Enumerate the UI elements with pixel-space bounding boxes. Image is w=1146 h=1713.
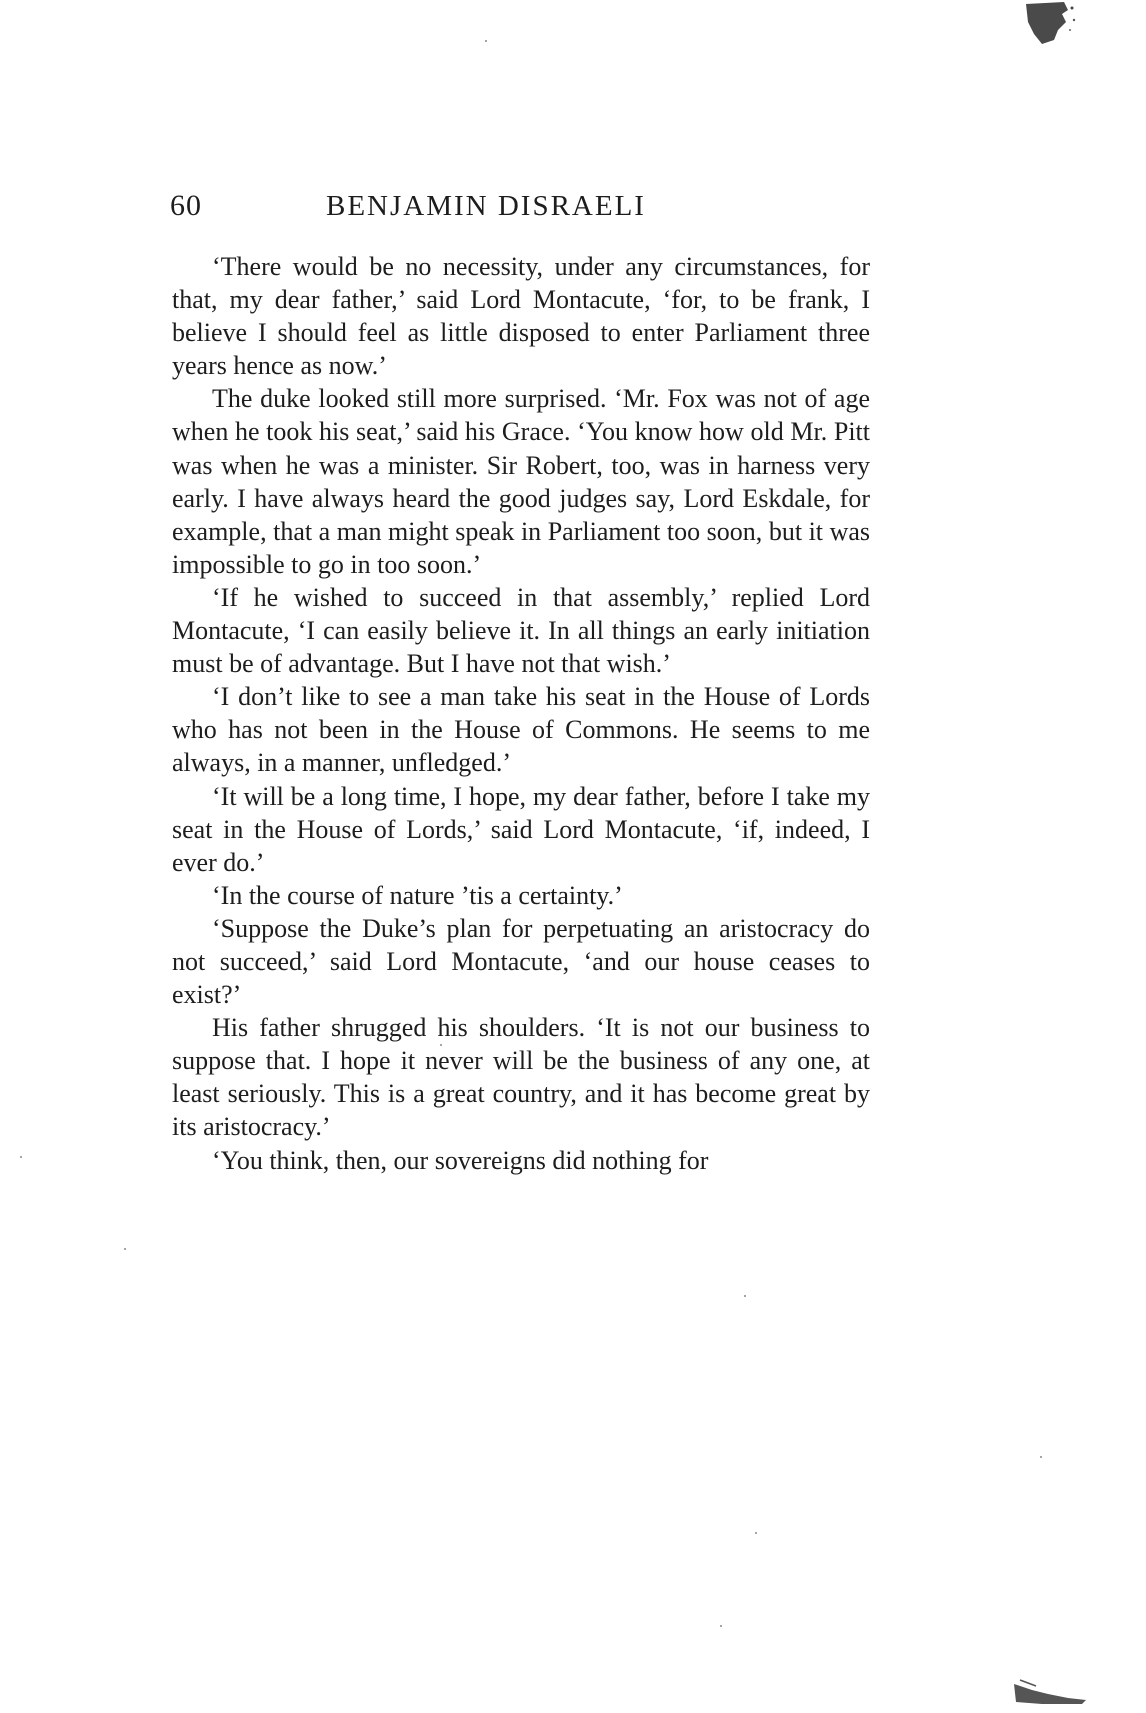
- body-text: [172, 250, 870, 1177]
- scan-speck: [755, 1532, 757, 1534]
- scan-speck: [720, 1625, 722, 1627]
- paragraph: ‘There would be no necessity, under any circumstances, for that, my dear father,’ said Lord Montacute, ‘for, to be frank, I believe I should feel as little disposed to enter Parliament three years hence as now.’: [172, 252, 870, 381]
- scan-speck: [1040, 1456, 1042, 1458]
- scan-smudge-top-right: [1024, 0, 1080, 44]
- paragraph: ‘If he wished to succeed in that assembly,’ replied Lord Montacute, ‘I can easily believe it. In all things an early initiation must be of advantage. But I have not that wish.’: [172, 582, 870, 679]
- paragraph: ‘I don’t like to see a man take his seat in the House of Lords who has not been in the House of Commons. He seems to me always, in a manner, unfledged.’: [172, 682, 870, 778]
- scan-speck: [124, 1248, 126, 1250]
- paragraph: ‘You think, then, our sovereigns did nothing for: [212, 1145, 709, 1175]
- paragraph: ‘It will be a long time, I hope, my dear father, before I take my seat in the House of Lords,’ said Lord Montacute, ‘if, indeed, I ever do.’: [172, 781, 870, 877]
- running-title: BENJAMIN DISRAELI: [326, 190, 646, 222]
- paragraph: ‘In the course of nature ’tis a certainty.’: [212, 880, 623, 910]
- paragraph: The duke looked still more surprised. ‘Mr. Fox was not of age when he took his seat,’ said his Grace. ‘You know how old Mr. Pitt was when he was a minister. Sir Robert, too, was in harness very early. I have always heard the good judges say, Lord Eskdale, for example, that a man might speak in Parliament too soon, but it was impossible to go in too soon.’: [172, 384, 870, 579]
- paragraph: ‘Suppose the Duke’s plan for perpetuating an aristocracy do not succeed,’ said Lord Montacute, ‘and our house ceases to exist?’: [172, 913, 870, 1010]
- page-number: 60: [170, 189, 202, 222]
- paragraph: His father shrugged his shoulders. ‘It is not our business to suppose that. I hope it never will be the business of any one, at least seriously. This is a great country, and it has become great by its aristocracy.’: [172, 1013, 870, 1142]
- scan-speck: [20, 1156, 22, 1158]
- running-head: [170, 186, 870, 226]
- scan-speck: [744, 1295, 746, 1297]
- scan-speck: [485, 40, 487, 42]
- scan-smudge-bottom-right: [1012, 1676, 1088, 1706]
